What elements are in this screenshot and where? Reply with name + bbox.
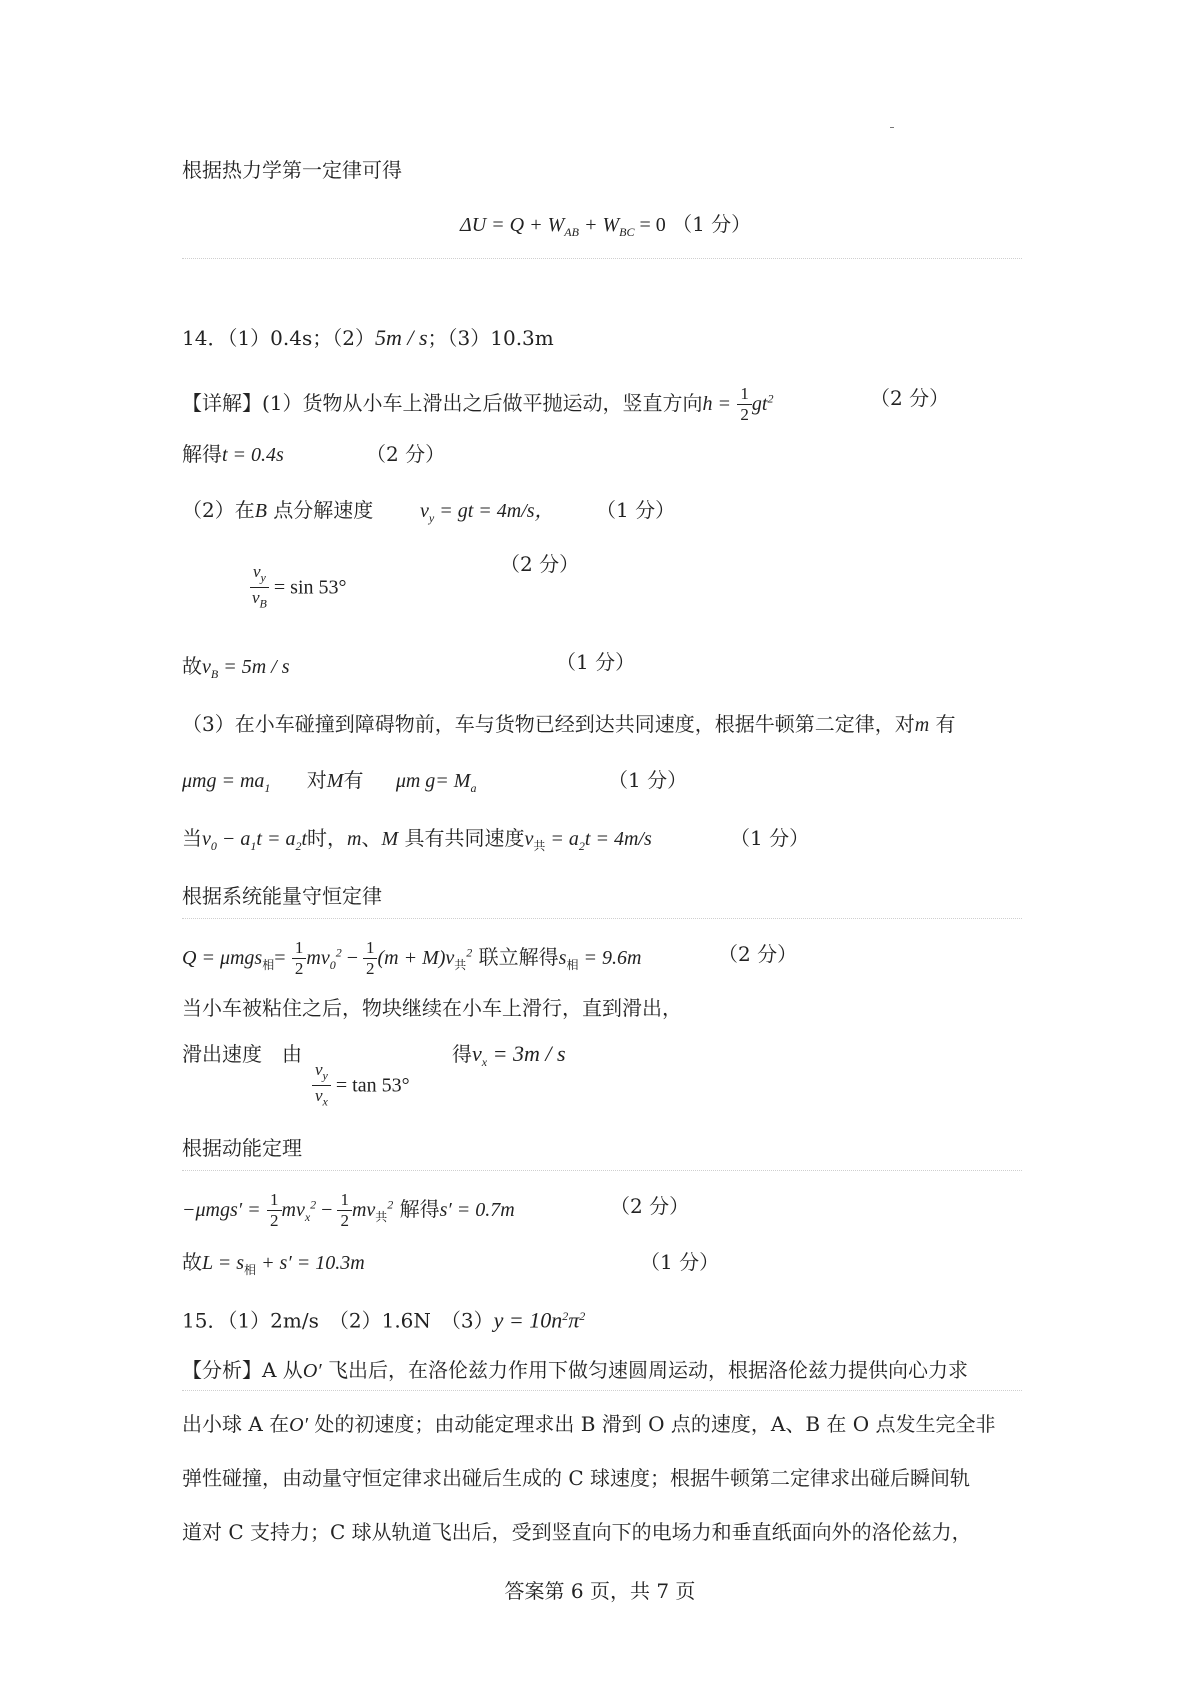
detail-7: $\mu mg = ma_1$ 对M有 μm $g= M_a$: [182, 768, 477, 795]
q15-answer: 15．（1）2m/s （2）1.6N $(3)y = 10n^2\pi^2$: [182, 1307, 586, 1333]
score: （1 分）: [640, 1250, 720, 1274]
detail-1: 【详解】(1）货物从小车上滑出之后做平抛运动，竖直方向h = $\frac{1}{2}$ $gt^2$: [182, 384, 774, 424]
divider: [182, 1170, 1022, 1171]
detail-12-result: 得$v_x = 3m / s$: [452, 1041, 566, 1069]
page-mark: [890, 127, 894, 128]
divider: [182, 918, 1022, 919]
score: （2 分）: [366, 442, 446, 466]
detail-11: 当小车被粘住之后，物块继续在小车上滑行，直到滑出，: [182, 996, 682, 1020]
detail-13: 根据动能定理: [182, 1136, 302, 1160]
analysis-3: 弹性碰撞，由动量守恒定律求出碰后生成的 C 球速度；根据牛顿第二定律求出碰后瞬间轨: [182, 1466, 971, 1490]
detail-3-eq: $v_y$ = gt = 4m/s，: [420, 500, 555, 525]
detail-10: Q = μmgs$_相$= $\frac{1}{2}$ $mv_0^2$ − $\frac{1}{2}$ $(m + M)v_共^2$ 联立解得$s_相 = 9.6m$: [182, 938, 642, 978]
score: （2 分）: [870, 386, 950, 410]
detail-4: $\frac{v_y}{v_B}$ = sin 53°: [251, 562, 347, 611]
detail-5: 故$v_B = 5m / s$: [182, 654, 290, 681]
score: （1 分）: [608, 768, 688, 792]
detail-9: 根据系统能量守恒定律: [182, 884, 382, 908]
score: （1 分）: [556, 650, 636, 674]
score: （1 分）: [730, 826, 810, 850]
detail-14: −μmgs′ = $\frac{1}{2}$ $mv_x^2$ − $\frac{1}{2}$ $mv_共^2$ 解得s′ = 0.7m: [182, 1190, 515, 1230]
detail-6: （3）在小车碰撞到障碍物前，车与货物已经到达共同速度，根据牛顿第二定律，对m 有: [182, 712, 956, 736]
q14-answer: 14．（1）0.4s；（2）5m / s；（3）10.3m: [182, 325, 554, 350]
detail-15: 故$L = s_相 + s' = 10.3m$: [182, 1250, 365, 1277]
detail-12-frac: $\frac{v_y}{v_x}$ = tan 53°: [312, 1060, 410, 1112]
score: （2 分）: [500, 552, 580, 576]
divider: [182, 258, 1022, 259]
page-footer: 答案第 6 页，共 7 页: [504, 1579, 696, 1603]
detail-8: 当$v_0 - a_1t = a_2t$时，m、M 具有共同速度$v_共 = a_2t = 4m/s$: [182, 826, 652, 853]
thermo-equation: $\Delta U = Q + W_{AB} + W_{BC} = 0$ （1 分）: [460, 212, 752, 239]
analysis-1: 【分析】A 从O′ 飞出后，在洛伦兹力作用下做匀速圆周运动，根据洛伦兹力提供向心力求: [182, 1358, 968, 1382]
divider: [182, 1390, 1022, 1391]
score: （2 分）: [718, 942, 798, 966]
analysis-2: 出小球 A 在O′ 处的初速度；由动能定理求出 B 滑到 O 点的速度，A、B 在 O 点发生完全非: [182, 1412, 996, 1436]
detail-12: 滑出速度 由: [182, 1042, 302, 1066]
thermo-line: 根据热力学第一定律可得: [182, 158, 402, 182]
detail-2: 解得t = 0.4s: [182, 442, 284, 466]
detail-3: （2）在B 点分解速度: [182, 498, 374, 522]
analysis-4: 道对 C 支持力；C 球从轨道飞出后，受到竖直向下的电场力和垂直纸面向外的洛伦兹力，: [182, 1520, 972, 1544]
score: （2 分）: [610, 1194, 690, 1218]
score: （1 分）: [596, 498, 676, 522]
